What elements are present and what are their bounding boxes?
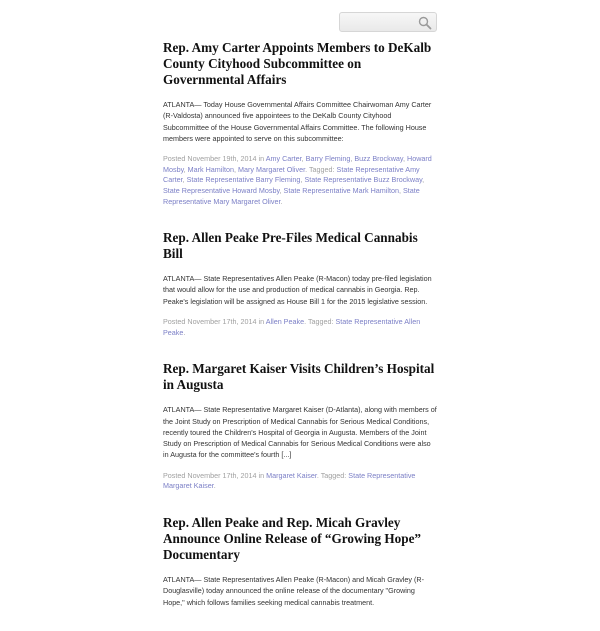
post-title xyxy=(163,40,438,88)
category-link[interactable]: Amy Carter xyxy=(265,154,302,164)
search-input[interactable] xyxy=(344,15,418,29)
post xyxy=(163,40,438,207)
post-title-link[interactable]: Rep. Allen Peake Pre-Files Medical Cannabis Bill xyxy=(163,230,418,262)
tag-link[interactable]: State Representative Mark Hamilton xyxy=(283,185,399,195)
post-excerpt: ATLANTA— State Representatives Allen Peake (R-Macon) and Micah Gravley (R-Douglasville) today announced the online release of the documentary "Growing Hope," which follows families seeking medical cannabis treatment. xyxy=(163,574,424,607)
search-icon[interactable] xyxy=(418,16,432,30)
post-excerpt: ATLANTA— State Representatives Allen Peake (R-Macon) today pre-filed legislation that would allow for the use and production of medical cannabis in Georgia. Rep. Peake's legislation will be assigned as House Bill 1 for the 2015 legislative session. xyxy=(163,274,432,306)
category-link[interactable]: Mark Hamilton xyxy=(187,164,234,174)
tag-link[interactable]: State Representative Allen Peake xyxy=(163,317,421,337)
post-title-link[interactable]: Rep. Allen Peake and Rep. Micah Gravley Announce Online Release of “Growing Hope” Documentary xyxy=(163,514,422,562)
category-link[interactable]: Howard Mosby xyxy=(163,154,432,174)
post-excerpt: ATLANTA— Today House Governmental Affairs Committee Chairwoman Amy Carter (R-Valdosta) announced five appointees to the DeKalb County Cityhood Subcommittee of the House Governmental Affairs Committee. The following House members were appointed to serve on this subcommittee: xyxy=(163,100,432,143)
tagged-label: Tagged: xyxy=(320,470,347,480)
post-date: Posted November 17th, 2014 in xyxy=(163,470,265,480)
post-meta: Posted November 17th, 2014 in Margaret Kaiser. Tagged: State Representative Margaret Kaiser. xyxy=(163,470,416,491)
post-title-link[interactable]: Rep. Margaret Kaiser Visits Children’s Hospital in Augusta xyxy=(163,361,435,393)
post-date: Posted November 19th, 2014 in xyxy=(163,154,265,164)
post-title xyxy=(163,515,438,563)
tag-link[interactable]: State Representative Margaret Kaiser xyxy=(163,470,416,491)
search-box[interactable] xyxy=(339,12,437,32)
post xyxy=(163,361,438,492)
tag-link[interactable]: State Representative Howard Mosby xyxy=(163,185,280,195)
category-link[interactable]: Barry Fleming xyxy=(305,154,351,164)
post-title-link[interactable]: Rep. Amy Carter Appoints Members to DeKalb County Cityhood Subcommittee on Governmental Affairs xyxy=(163,40,432,87)
post xyxy=(163,230,438,338)
category-link[interactable]: Allen Peake xyxy=(265,317,305,327)
tag-link[interactable]: State Representative Amy Carter xyxy=(163,164,420,185)
tagged-label: Tagged: xyxy=(307,317,334,327)
post xyxy=(163,515,438,608)
category-link[interactable]: Margaret Kaiser xyxy=(266,470,317,480)
tag-link[interactable]: State Representative Barry Fleming xyxy=(186,175,301,185)
tag-link[interactable]: State Representative Buzz Brockway xyxy=(304,175,423,185)
post-date: Posted November 17th, 2014 in xyxy=(163,317,265,327)
tagged-label: Tagged: xyxy=(308,164,335,174)
post-meta: Posted November 17th, 2014 in Allen Peake. Tagged: State Representative Allen Peake. xyxy=(163,317,421,337)
post-meta: Posted November 19th, 2014 in Amy Carter, Barry Fleming, Buzz Brockway, Howard Mosby, Mark Hamilton, Mary Margaret Oliver. Tagged: State Representative Amy Carter, State Representative Barry Fleming, State Representative Buzz Brockway, State Representative Howard Mosby, State Representative Mark Hamilton, State Representative Mary Margaret Oliver. xyxy=(163,154,432,206)
category-link[interactable]: Mary Margaret Oliver xyxy=(237,164,306,174)
post-title xyxy=(163,361,438,393)
post-list xyxy=(163,40,438,631)
post-title xyxy=(163,230,438,262)
category-link[interactable]: Buzz Brockway xyxy=(354,154,403,164)
tag-link[interactable]: State Representative Mary Margaret Oliver xyxy=(163,185,420,206)
post-excerpt: ATLANTA— State Representative Margaret Kaiser (D-Atlanta), along with members of the Joint Study on Prescription of Medical Cannabis for Serious Medical Conditions, recently toured the Children's Hospital of Georgia in Augusta. Members of the Joint Study on Prescription of Medical Cannabis for Serious Medical Conditions were also in Augusta for the committee's fourth [...] xyxy=(163,405,437,460)
